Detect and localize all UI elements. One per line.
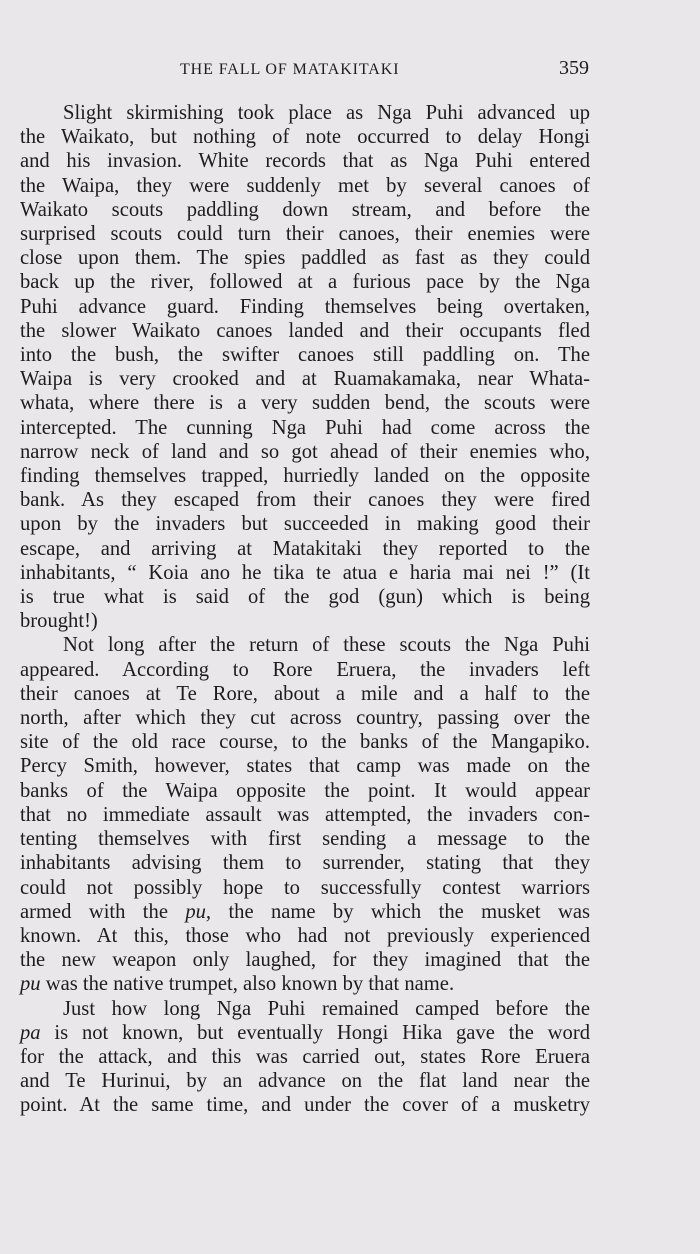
text-line: bank. As they escaped from their canoes they were fired	[20, 489, 590, 512]
text-line: brought!)	[20, 610, 98, 633]
page-header	[0, 57, 700, 85]
text-line: close upon them. The spies paddled as fast as they could	[20, 247, 590, 270]
text-line: the new weapon only laughed, for they imagined that the	[20, 949, 590, 972]
text-line: intercepted. The cunning Nga Puhi had come across the	[20, 416, 590, 439]
text-line: inhabitants advising them to surrender, stating that they	[20, 852, 590, 875]
text-line: escape, and arriving at Matakitaki they reported to the	[20, 537, 590, 560]
text-line: the Waikato, but nothing of note occurred to delay Hongi	[20, 126, 590, 149]
text-line: inhabitants, “ Koia ano he tika te atua e haria mai nei !” (It	[20, 561, 590, 584]
text-line: narrow neck of land and so got ahead of their enemies who,	[20, 440, 590, 463]
text-line: point. At the same time, and under the cover of a musketry	[20, 1094, 590, 1117]
text-line: upon by the invaders but succeeded in making good their	[20, 513, 590, 536]
text-line: and his invasion. White records that as Nga Puhi entered	[20, 150, 590, 173]
text-line: the Waipa, they were suddenly met by several canoes of	[20, 174, 590, 197]
text-line: pa is not known, but eventually Hongi Hika gave the word	[20, 1021, 590, 1044]
text-line: finding themselves trapped, hurriedly landed on the opposite	[20, 465, 590, 488]
text-line: Slight skirmishing took place as Nga Puhi advanced up	[63, 102, 590, 124]
text-line: back up the river, followed at a furious pace by the Nga	[20, 271, 590, 294]
text-line: Percy Smith, however, states that camp was made on the	[20, 755, 590, 778]
text-line: banks of the Waipa opposite the point. It would appear	[20, 779, 590, 802]
text-line: known. At this, those who had not previously experienced	[20, 924, 590, 947]
text-line: for the attack, and this was carried out, states Rore Eruera	[20, 1045, 590, 1068]
text-line: whata, where there is a very sudden bend, the scouts were	[20, 392, 590, 415]
body-text	[20, 101, 590, 1118]
text-line: north, after which they cut across country, passing over the	[20, 707, 590, 730]
text-line: armed with the pu, the name by which the musket was	[20, 900, 590, 923]
text-line: Waipa is very crooked and at Ruamakamaka, near Whata-	[20, 368, 590, 391]
italic-term: pu	[20, 973, 41, 996]
italic-term: pu,	[185, 900, 212, 923]
text-line: Not long after the return of these scouts the Nga Puhi	[63, 634, 590, 657]
text-line: tenting themselves with first sending a message to the	[20, 828, 590, 851]
text-line: pu was the native trumpet, also known by that name.	[20, 973, 455, 996]
text-line: Puhi advance guard. Finding themselves being overtaken,	[20, 295, 590, 318]
paragraph	[20, 997, 590, 1118]
text-line: Waikato scouts paddling down stream, and before the	[20, 198, 590, 221]
paragraph	[20, 101, 590, 633]
text-line: that no immediate assault was attempted, the invaders con-	[20, 803, 590, 826]
italic-term: pa	[20, 1021, 41, 1044]
running-title: THE FALL OF MATAKITAKI	[180, 61, 400, 78]
text-line: appeared. According to Rore Eruera, the invaders left	[20, 658, 590, 681]
text-line: and Te Hurinui, by an advance on the flat land near the	[20, 1070, 590, 1093]
text-line: Just how long Nga Puhi remained camped before the	[63, 997, 590, 1020]
paragraph	[20, 633, 590, 996]
text-line: is true what is said of the god (gun) which is being	[20, 586, 590, 609]
text-line: surprised scouts could turn their canoes, their enemies were	[20, 223, 590, 246]
text-line: the slower Waikato canoes landed and their occupants fled	[20, 319, 590, 342]
text-line: could not possibly hope to successfully contest warriors	[20, 876, 590, 899]
text-line: into the bush, the swifter canoes still paddling on. The	[20, 344, 590, 367]
page-number: 359	[559, 57, 589, 79]
text-line: site of the old race course, to the banks of the Mangapiko.	[20, 731, 590, 754]
text-line: their canoes at Te Rore, about a mile and a half to the	[20, 682, 590, 705]
